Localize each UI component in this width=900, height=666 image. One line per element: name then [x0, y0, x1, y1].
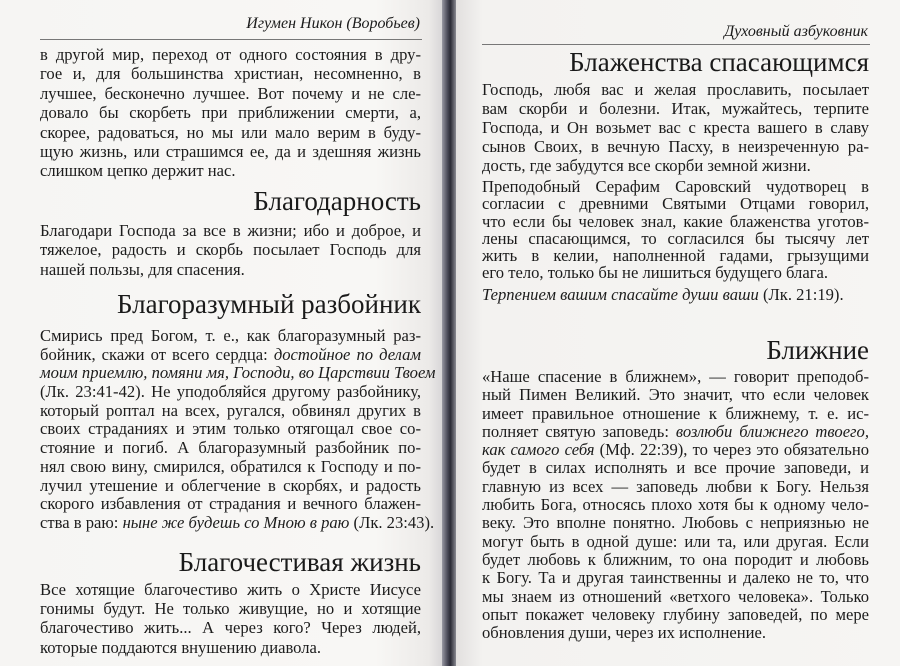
text-segment: лены спасающимся, то согласился бы тысячу лет [482, 228, 869, 248]
text-segment: лучил утешение и облегчение в скорбях, и радость [40, 475, 421, 495]
text-line [482, 264, 869, 281]
text-line [482, 441, 869, 459]
text-segment: «Наше спасение в ближнем», — говорит преподоб- [482, 367, 869, 386]
text-segment: Господа, и Он возьмет вас с креста вашего в славу [482, 118, 869, 137]
text-line [482, 247, 869, 264]
paragraph [40, 326, 436, 533]
text-line [40, 142, 421, 161]
text-line [40, 240, 421, 259]
text-line [40, 599, 421, 618]
text-line [40, 327, 421, 346]
text-segment: бойник, скажи от всего сердца: [40, 344, 274, 364]
text-segment: гонимы будут. Не только живущие, но и хотящие [40, 599, 421, 619]
text-segment: к Богу. Та и другая таинственны и далеко не то, что [482, 568, 869, 588]
text-segment: согласии с древними Святыми Отцами говорил, [482, 194, 869, 214]
text-segment: довало бы скорбеть при приближении смерти, а, [40, 103, 421, 123]
text-segment: его тело, только бы не лишиться будущего блага. [482, 263, 829, 283]
text-segment: Благодари Господа за все в жизни; ибо и доброе, и [40, 221, 421, 240]
text-segment: ства в раю: [40, 512, 123, 532]
text-line [482, 285, 869, 304]
section-heading: Благочестивая жизнь [178, 547, 421, 577]
text-line [482, 551, 869, 569]
text-line [40, 402, 421, 421]
scripture-quote: достойное по делам [273, 344, 422, 364]
running-header: Игумен Никон (Воробьев) [246, 15, 420, 32]
text-segment: обновления души, через их исполнение. [482, 623, 767, 643]
section-heading: Благодарность [253, 186, 421, 216]
text-segment: опыт покажет человеку глубину заповедей, по мере [482, 604, 869, 624]
text-line [482, 624, 869, 642]
header-rule [482, 44, 870, 45]
text-line [482, 156, 869, 175]
text-line [40, 84, 421, 103]
text-line [40, 477, 421, 496]
text-segment: полняет святую заповедь: [482, 421, 676, 441]
text-segment: скорее, радоваться, но мы или мало верим в буду- [40, 122, 421, 142]
text-line [40, 45, 421, 64]
text-line [482, 99, 869, 118]
text-line [40, 221, 421, 240]
text-line [482, 588, 869, 606]
text-line [40, 580, 421, 599]
text-segment: скорого избавления от страдания и вечного блажен- [40, 494, 421, 514]
text-segment: веку. Это вполне понятно. Любовь с неприязнью не [482, 513, 869, 533]
text-segment: Преподобный Серафим Саровский чудотворец в [482, 177, 869, 196]
right-page [456, 0, 900, 666]
text-segment: стояние и погиб. А благоразумный разбойник по- [40, 438, 421, 458]
text-line [482, 118, 869, 137]
text-line [40, 618, 421, 637]
text-line [482, 80, 869, 99]
text-line [40, 123, 421, 142]
running-header: Духовный азбуковник [724, 23, 868, 40]
text-line [482, 178, 869, 195]
section-heading: Благоразумный разбойник [117, 289, 421, 319]
text-segment: своих страданиях и этим только отягощал свое со- [40, 419, 421, 439]
paragraph [40, 45, 421, 181]
book-gutter [442, 0, 456, 666]
text-line [40, 512, 435, 533]
text-line [482, 423, 869, 441]
scripture-quote: возлюби ближнего твоего, [675, 421, 869, 441]
text-line [482, 213, 869, 230]
text-line [482, 459, 869, 477]
text-segment: (Мф. 22:39), то через это обязательно [594, 440, 869, 460]
text-segment: имеет правильное отношение к ближнему, т. е. ис- [482, 403, 869, 423]
text-segment: жить в келии, наполненной гадами, грызущими [482, 246, 869, 266]
text-line [482, 514, 869, 532]
text-line [482, 368, 869, 386]
scripture-quote: как самого себя [482, 440, 595, 460]
text-segment: нашей пользы, для спасения. [40, 259, 245, 279]
text-line [40, 420, 421, 439]
text-segment: (Лк. 23:41-42). Не уподобляйся другому разбойнику, [40, 382, 421, 402]
text-segment: благочестиво жить... А через кого? Через людей, [40, 618, 421, 638]
text-line [40, 458, 421, 477]
paragraph [482, 178, 869, 282]
paragraph [482, 285, 869, 304]
scripture-quote: моим приемлю, помяни мя, Господи, во Царствии Твоем [40, 363, 436, 383]
text-line [40, 161, 421, 180]
text-segment: тяжелое, радость и скорбь посылает Господь для [40, 240, 421, 260]
text-segment: гое и, для большинства христиан, несомненно, в [40, 64, 421, 84]
text-line [482, 405, 869, 423]
text-line [40, 363, 436, 383]
paragraph [482, 368, 869, 642]
text-line [482, 569, 869, 587]
text-segment: вам скорби и болезни. Итак, мужайтесь, терпите [482, 99, 869, 118]
text-line [40, 64, 421, 83]
text-line [482, 496, 869, 514]
header-rule [40, 39, 422, 40]
text-line [40, 346, 421, 365]
section-heading: Ближние [766, 335, 869, 365]
scripture-quote: Терпением вашим спасайте души ваши [482, 285, 759, 304]
text-segment: Все хотящие благочестиво жить о Христе Иисусе [40, 580, 421, 599]
section-heading: Блаженства спасающимся [569, 47, 869, 77]
text-segment: мы знаем из отношений «ветхого человека». Только [482, 586, 869, 606]
text-line [40, 260, 421, 279]
text-segment: дость, где забудутся все скорби земной жизни. [482, 156, 811, 175]
text-line [482, 606, 869, 624]
text-segment: ный Пимен Великий. Это значит, что если человек [482, 385, 869, 405]
text-line [40, 638, 421, 657]
text-segment: могут быть в одной душе: или та, или другая. Если [482, 531, 869, 551]
scripture-quote: ныне же будешь со Мною в раю [122, 512, 350, 532]
text-line [482, 533, 869, 551]
text-segment: главную из всех — заповедь любви к Богу. Нельзя [482, 476, 869, 496]
text-segment: лучшее, бесконечно лучшее. Вот почему и не сле- [40, 83, 421, 103]
text-segment: в другой мир, переход от одного состояния в дру- [40, 45, 421, 64]
left-page [0, 0, 442, 666]
text-segment: сынов Своих, в вечную Пасху, в неизреченную ра- [482, 137, 869, 156]
text-segment: будет в силах исполнять и все прочие заповеди, и [482, 458, 869, 478]
text-segment: нял свою вину, смирился, обратился к Господу и по- [40, 456, 421, 476]
text-line [482, 230, 869, 247]
text-segment: слишком цепко держит нас. [40, 161, 236, 181]
paragraph [40, 221, 421, 279]
text-line [40, 439, 421, 458]
text-segment: (Лк. 21:19). [758, 285, 844, 304]
text-line [482, 386, 869, 404]
text-line [40, 383, 421, 402]
text-segment: будет любовь к ближним, то она породит и любовь [482, 549, 869, 569]
paragraph [40, 580, 421, 657]
text-segment: которые поддаются внушению диавола. [40, 637, 322, 657]
text-line [40, 103, 421, 122]
text-segment: (Лк. 23:43). [349, 512, 435, 532]
text-segment: который роптал на всех, ругался, обвинял других в [40, 400, 421, 420]
text-segment: Смирись пред Богом, т. е., как благоразумный раз- [40, 326, 421, 345]
paragraph [482, 80, 869, 175]
text-segment: Господь, любя вас и желая прославить, посылает [482, 80, 869, 99]
text-line [482, 195, 869, 212]
text-segment: что если бы человек знал, какие блаженства уготов- [482, 211, 869, 231]
text-segment: любить Бога, относясь плохо хотя бы к одному чело- [482, 495, 869, 515]
text-line [482, 137, 869, 156]
text-line [40, 495, 421, 514]
text-segment: щую жизнь, или страшимся ее, да и здешняя жизнь [40, 141, 421, 161]
text-line [482, 478, 869, 496]
